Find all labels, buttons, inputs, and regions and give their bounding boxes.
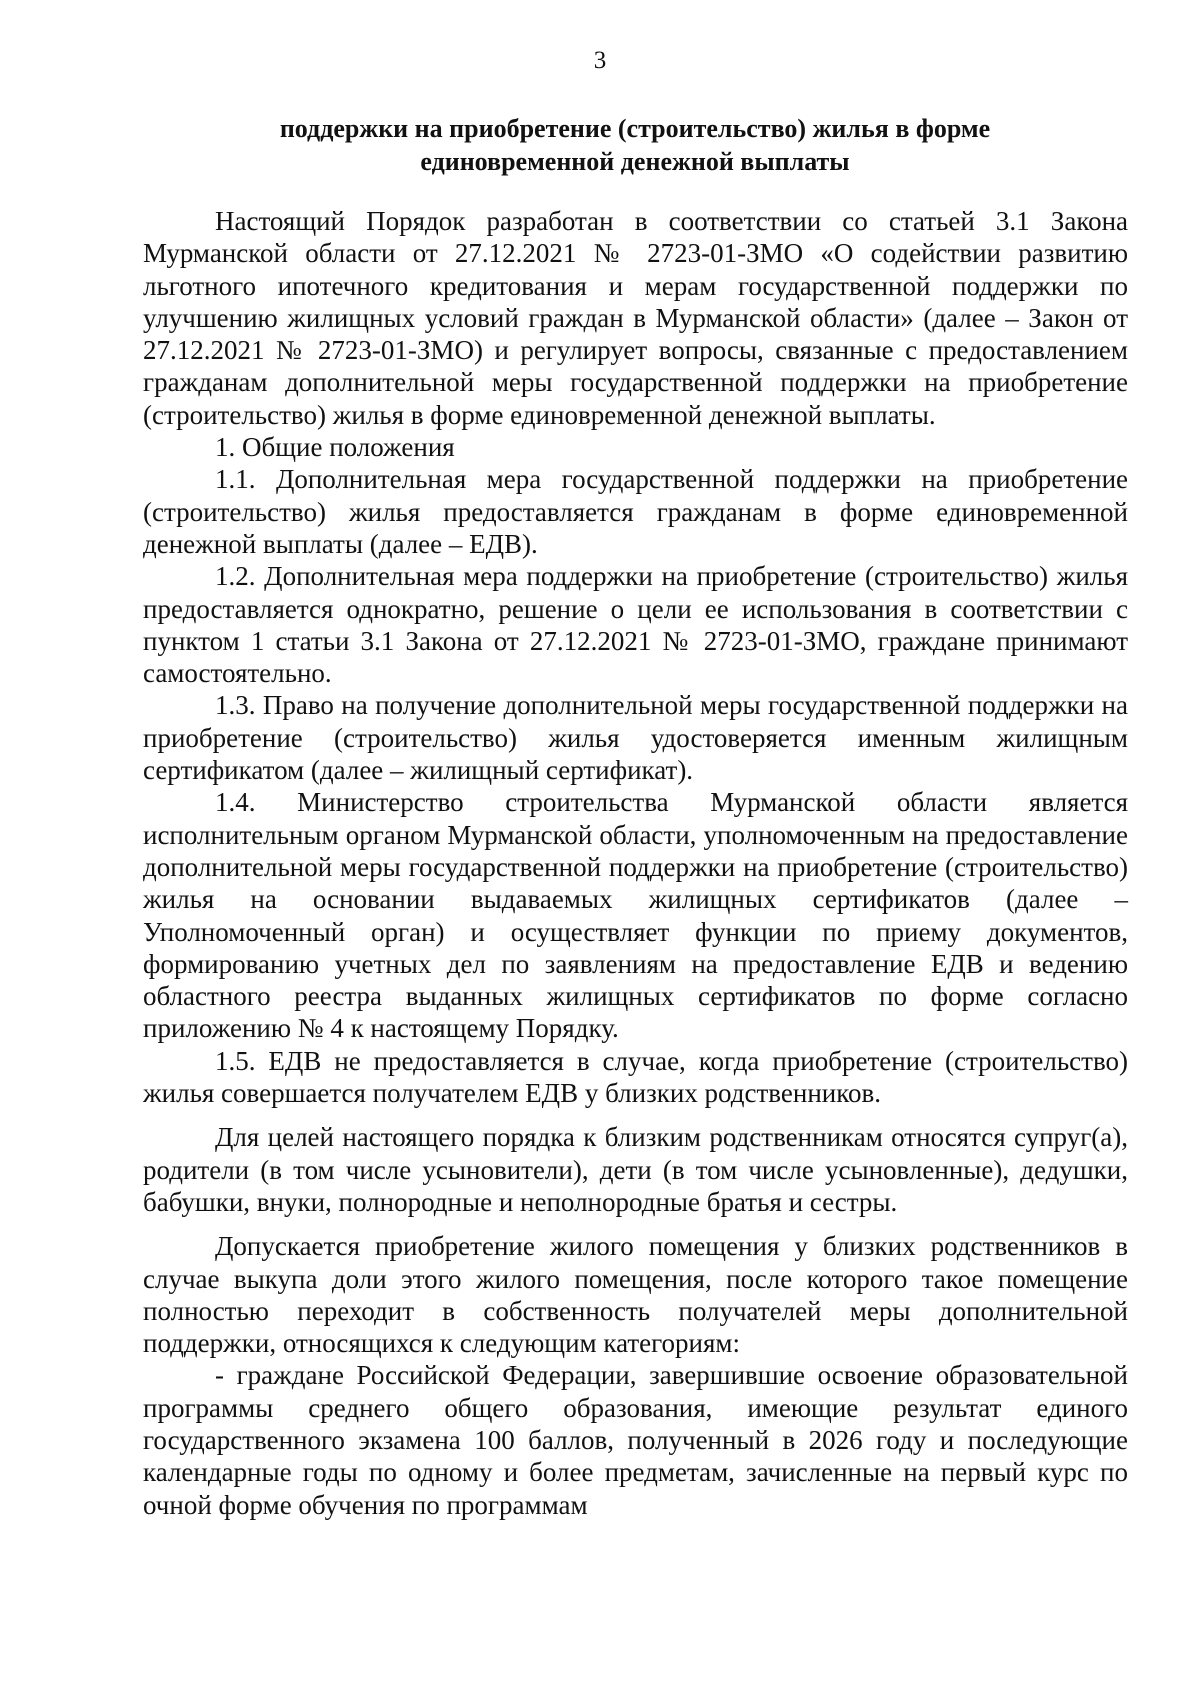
- paragraph-share-purchase: Допускается приобретение жилого помещения у близких родственников в случае выкупа доли этого жилого помещения, после которого такое помещение полностью переходит в собственность получателей меры дополнительной поддержки, относящихся к следующим категориям:: [143, 1231, 1128, 1359]
- paragraph-1-2: 1.2. Дополнительная мера поддержки на приобретение (строительство) жилья предоставляется однократно, решение о цели ее использования в соответствии с пунктом 1 статьи 3.1 Закона от 27.12.2021 № 2723-01-ЗМО, граждане принимают самостоятельно.: [143, 561, 1128, 689]
- document-body: [143, 205, 1128, 1521]
- paragraph-1-3: 1.3. Право на получение дополнительной меры государственной поддержки на приобретение (строительство) жилья удостоверяется именным жилищным сертификатом (далее – жилищный сертификат).: [143, 690, 1128, 786]
- paragraph-1-1: 1.1. Дополнительная мера государственной поддержки на приобретение (строительство) жилья предоставляется гражданам в форме единовременной денежной выплаты (далее – ЕДВ).: [143, 464, 1128, 559]
- list-item-category-1: - граждане Российской Федерации, завершившие освоение образовательной программы среднего общего образования, имеющие результат единого государственного экзамена 100 баллов, полученный в 2026 году и последующие календарные годы по одному и более предметам, зачисленные на первый курс по очной форме обучения по программам: [143, 1360, 1128, 1520]
- page-number: 3: [593, 47, 607, 74]
- document-title: [140, 112, 1130, 178]
- paragraph-1-4: 1.4. Министерство строительства Мурманской области является исполнительным органом Мурманской области, уполномоченным на предоставление дополнительной меры государственной поддержки на приобретение (строительство) жилья на основании выдаваемых жилищных сертификатов (далее – Уполномоченный орган) и осуществляет функции по приему документов, формированию учетных дел по заявлениям на предоставление ЕДВ и ведению областного реестра выданных жилищных сертификатов по форме согласно приложению № 4 к настоящему Порядку.: [143, 787, 1128, 1044]
- paragraph-1-5: 1.5. ЕДВ не предоставляется в случае, когда приобретение (строительство) жилья совершается получателем ЕДВ у близких родственников.: [143, 1045, 1128, 1109]
- paragraph-intro: Настоящий Порядок разработан в соответствии со статьей 3.1 Закона Мурманской области от 27.12.2021 № 2723-01-ЗМО «О содействии развитию льготного ипотечного кредитования и мерам государственной поддержки по улучшению жилищных условий граждан в Мурманской области» (далее – Закон от 27.12.2021 № 2723-01-ЗМО) и регулирует вопросы, связанные с предоставлением гражданам дополнительной меры государственной поддержки на приобретение (строительство) жилья в форме единовременной денежной выплаты.: [143, 206, 1128, 430]
- paragraph-relatives-definition: Для целей настоящего порядка к близким родственникам относятся супруг(а), родители (в том числе усыновители), дети (в том числе усыновленные), дедушки, бабушки, внуки, полнородные и неполнородные братья и сестры.: [143, 1122, 1128, 1217]
- title-line-2: единовременной денежной выплаты: [420, 147, 850, 176]
- section-heading-general: 1. Общие положения: [215, 432, 455, 463]
- title-line-1: поддержки на приобретение (строительство) жилья в форме: [279, 114, 991, 143]
